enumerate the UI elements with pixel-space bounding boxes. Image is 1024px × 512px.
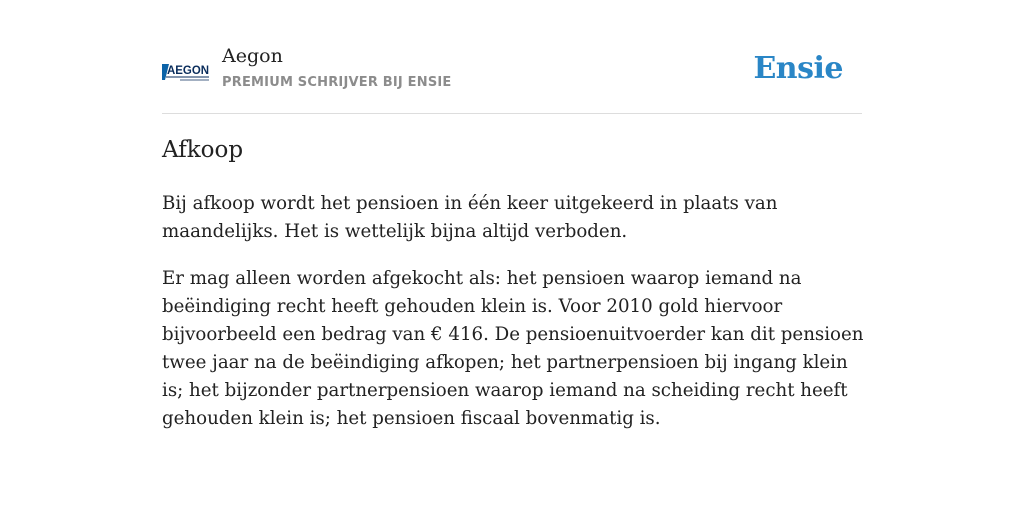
entry-title: Afkoop: [162, 137, 244, 163]
entry-paragraph: Er mag alleen worden afgekocht als: het pensioen waarop iemand na beëindiging recht heeft gehouden klein is. Voor 2010 gold hiervoor bijvoorbeeld een bedrag van € 416. De pensioenuitvoerder kan dit pensioen twee jaar na de beëindiging afkopen; het partnerpensioen bij ingang klein is; het bijzonder partnerpensioen waarop iemand na scheiding recht heeft gehouden klein is; het pensioen fiscaal bovenmatig is.: [162, 268, 864, 429]
ensie-brand-logo[interactable]: Ensie: [753, 51, 843, 86]
author-name[interactable]: Aegon: [222, 45, 283, 67]
svg-text:AEGON: AEGON: [167, 63, 209, 77]
entry-paragraph: Bij afkoop wordt het pensioen in één keer uitgekeerd in plaats van maandelijks. Het is wettelijk bijna altijd verboden.: [162, 193, 778, 242]
entry-body: [162, 190, 868, 452]
author-role: PREMIUM SCHRIJVER BIJ ENSIE: [222, 75, 452, 90]
aegon-logo[interactable]: [162, 58, 210, 88]
author-header: [162, 40, 862, 114]
